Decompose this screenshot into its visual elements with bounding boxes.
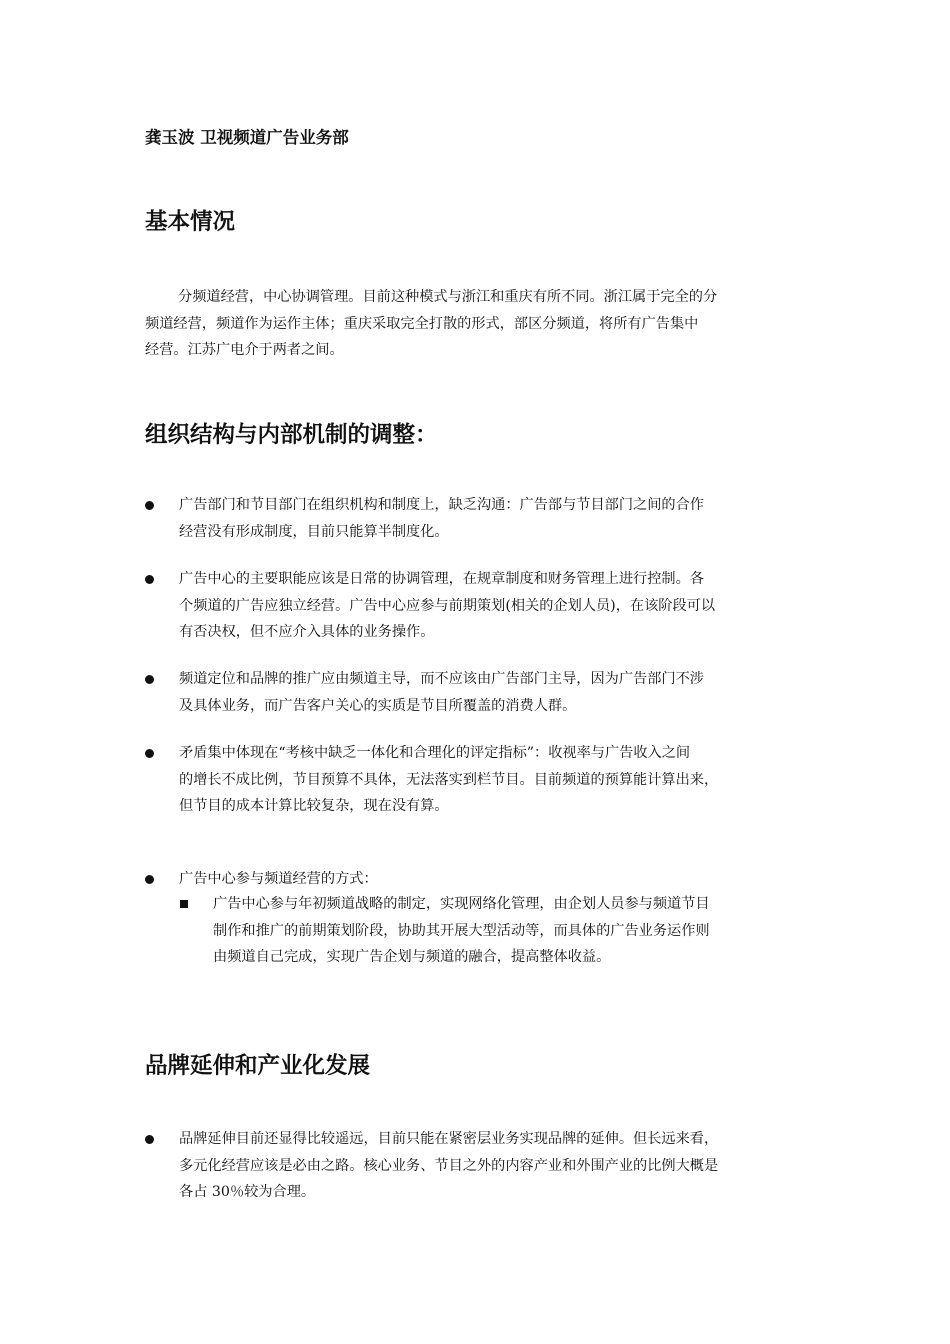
bullet-line: 频道定位和品牌的推广应由频道主导，而不应该由广告部门主导，因为广告部门不涉 xyxy=(179,671,704,687)
bullet-dot-icon xyxy=(145,749,154,758)
bullet-dot-icon xyxy=(145,501,154,510)
section-title-basic: 基本情况 xyxy=(145,209,236,235)
paragraph-line: 频道经营，频道作为运作主体；重庆采取完全打散的形式，部区分频道，将所有广告集中 xyxy=(145,315,699,332)
bullet-line: 个频道的广告应独立经营。广告中心应参与前期策划(相关的企划人员)，在该阶段可以 xyxy=(179,597,716,614)
sub-bullet-line: 由频道自己完成，实现广告企划与频道的融合，提高整体收益。 xyxy=(213,949,611,965)
bullet-line: 广告中心参与频道经营的方式： xyxy=(179,871,378,887)
sub-bullet-line: 制作和推广的前期策划阶段，协助其开展大型活动等，而具体的广告业务运作则 xyxy=(213,922,710,939)
bullet-line: 各占 30％较为合理。 xyxy=(179,1184,316,1200)
bullet-line: 及具体业务，而广告客户关心的实质是节目所覆盖的消费人群。 xyxy=(179,697,577,714)
bullet-line: 广告中心的主要职能应该是日常的协调管理，在规章制度和财务管理上进行控制。各 xyxy=(179,571,704,587)
author-line: 龚玉波 卫视频道广告业务部 xyxy=(145,128,349,147)
bullet-line: 广告部门和节目部门在组织机构和制度上，缺乏沟通：广告部与节目部门之间的合作 xyxy=(179,497,704,513)
bullet-dot-icon xyxy=(145,875,154,884)
bullet-line: 品牌延伸目前还显得比较遥远，目前只能在紧密层业务实现品牌的延伸。但长远来看， xyxy=(179,1131,719,1147)
bullet-dot-icon xyxy=(145,575,154,584)
paragraph-line: 经营。江苏广电介于两者之间。 xyxy=(145,342,344,358)
bullet-line: 经营没有形成制度，目前只能算半制度化。 xyxy=(179,523,449,540)
bullet-line: 多元化经营应该是必由之路。核心业务、节目之外的内容产业和外围产业的比例大概是 xyxy=(179,1157,719,1174)
sub-bullet-line: 广告中心参与年初频道战略的制定，实现网络化管理，由企划人员参与频道节目 xyxy=(213,896,710,912)
square-bullet-icon xyxy=(180,900,188,908)
bullet-dot-icon xyxy=(145,675,154,684)
paragraph-line: 分频道经营，中心协调管理。目前这种模式与浙江和重庆有所不同。浙江属于完全的分 xyxy=(178,289,718,305)
section-basic-paragraph xyxy=(145,284,825,364)
bullet-line: 矛盾集中体现在“考核中缺乏一体化和合理化的评定指标”：收视率与广告收入之间 xyxy=(179,745,691,761)
bullet-line: 的增长不成比例，节目预算不具体，无法落实到栏节目。目前频道的预算能计算出来， xyxy=(179,771,719,788)
bullet-line: 但节目的成本计算比较复杂，现在没有算。 xyxy=(179,798,449,814)
section-title-brand: 品牌延伸和产业化发展 xyxy=(145,1053,371,1079)
section-title-organization: 组织结构与内部机制的调整： xyxy=(145,422,438,448)
bullet-line: 有否决权，但不应介入具体的业务操作。 xyxy=(179,624,435,640)
bullet-dot-icon xyxy=(145,1135,154,1144)
